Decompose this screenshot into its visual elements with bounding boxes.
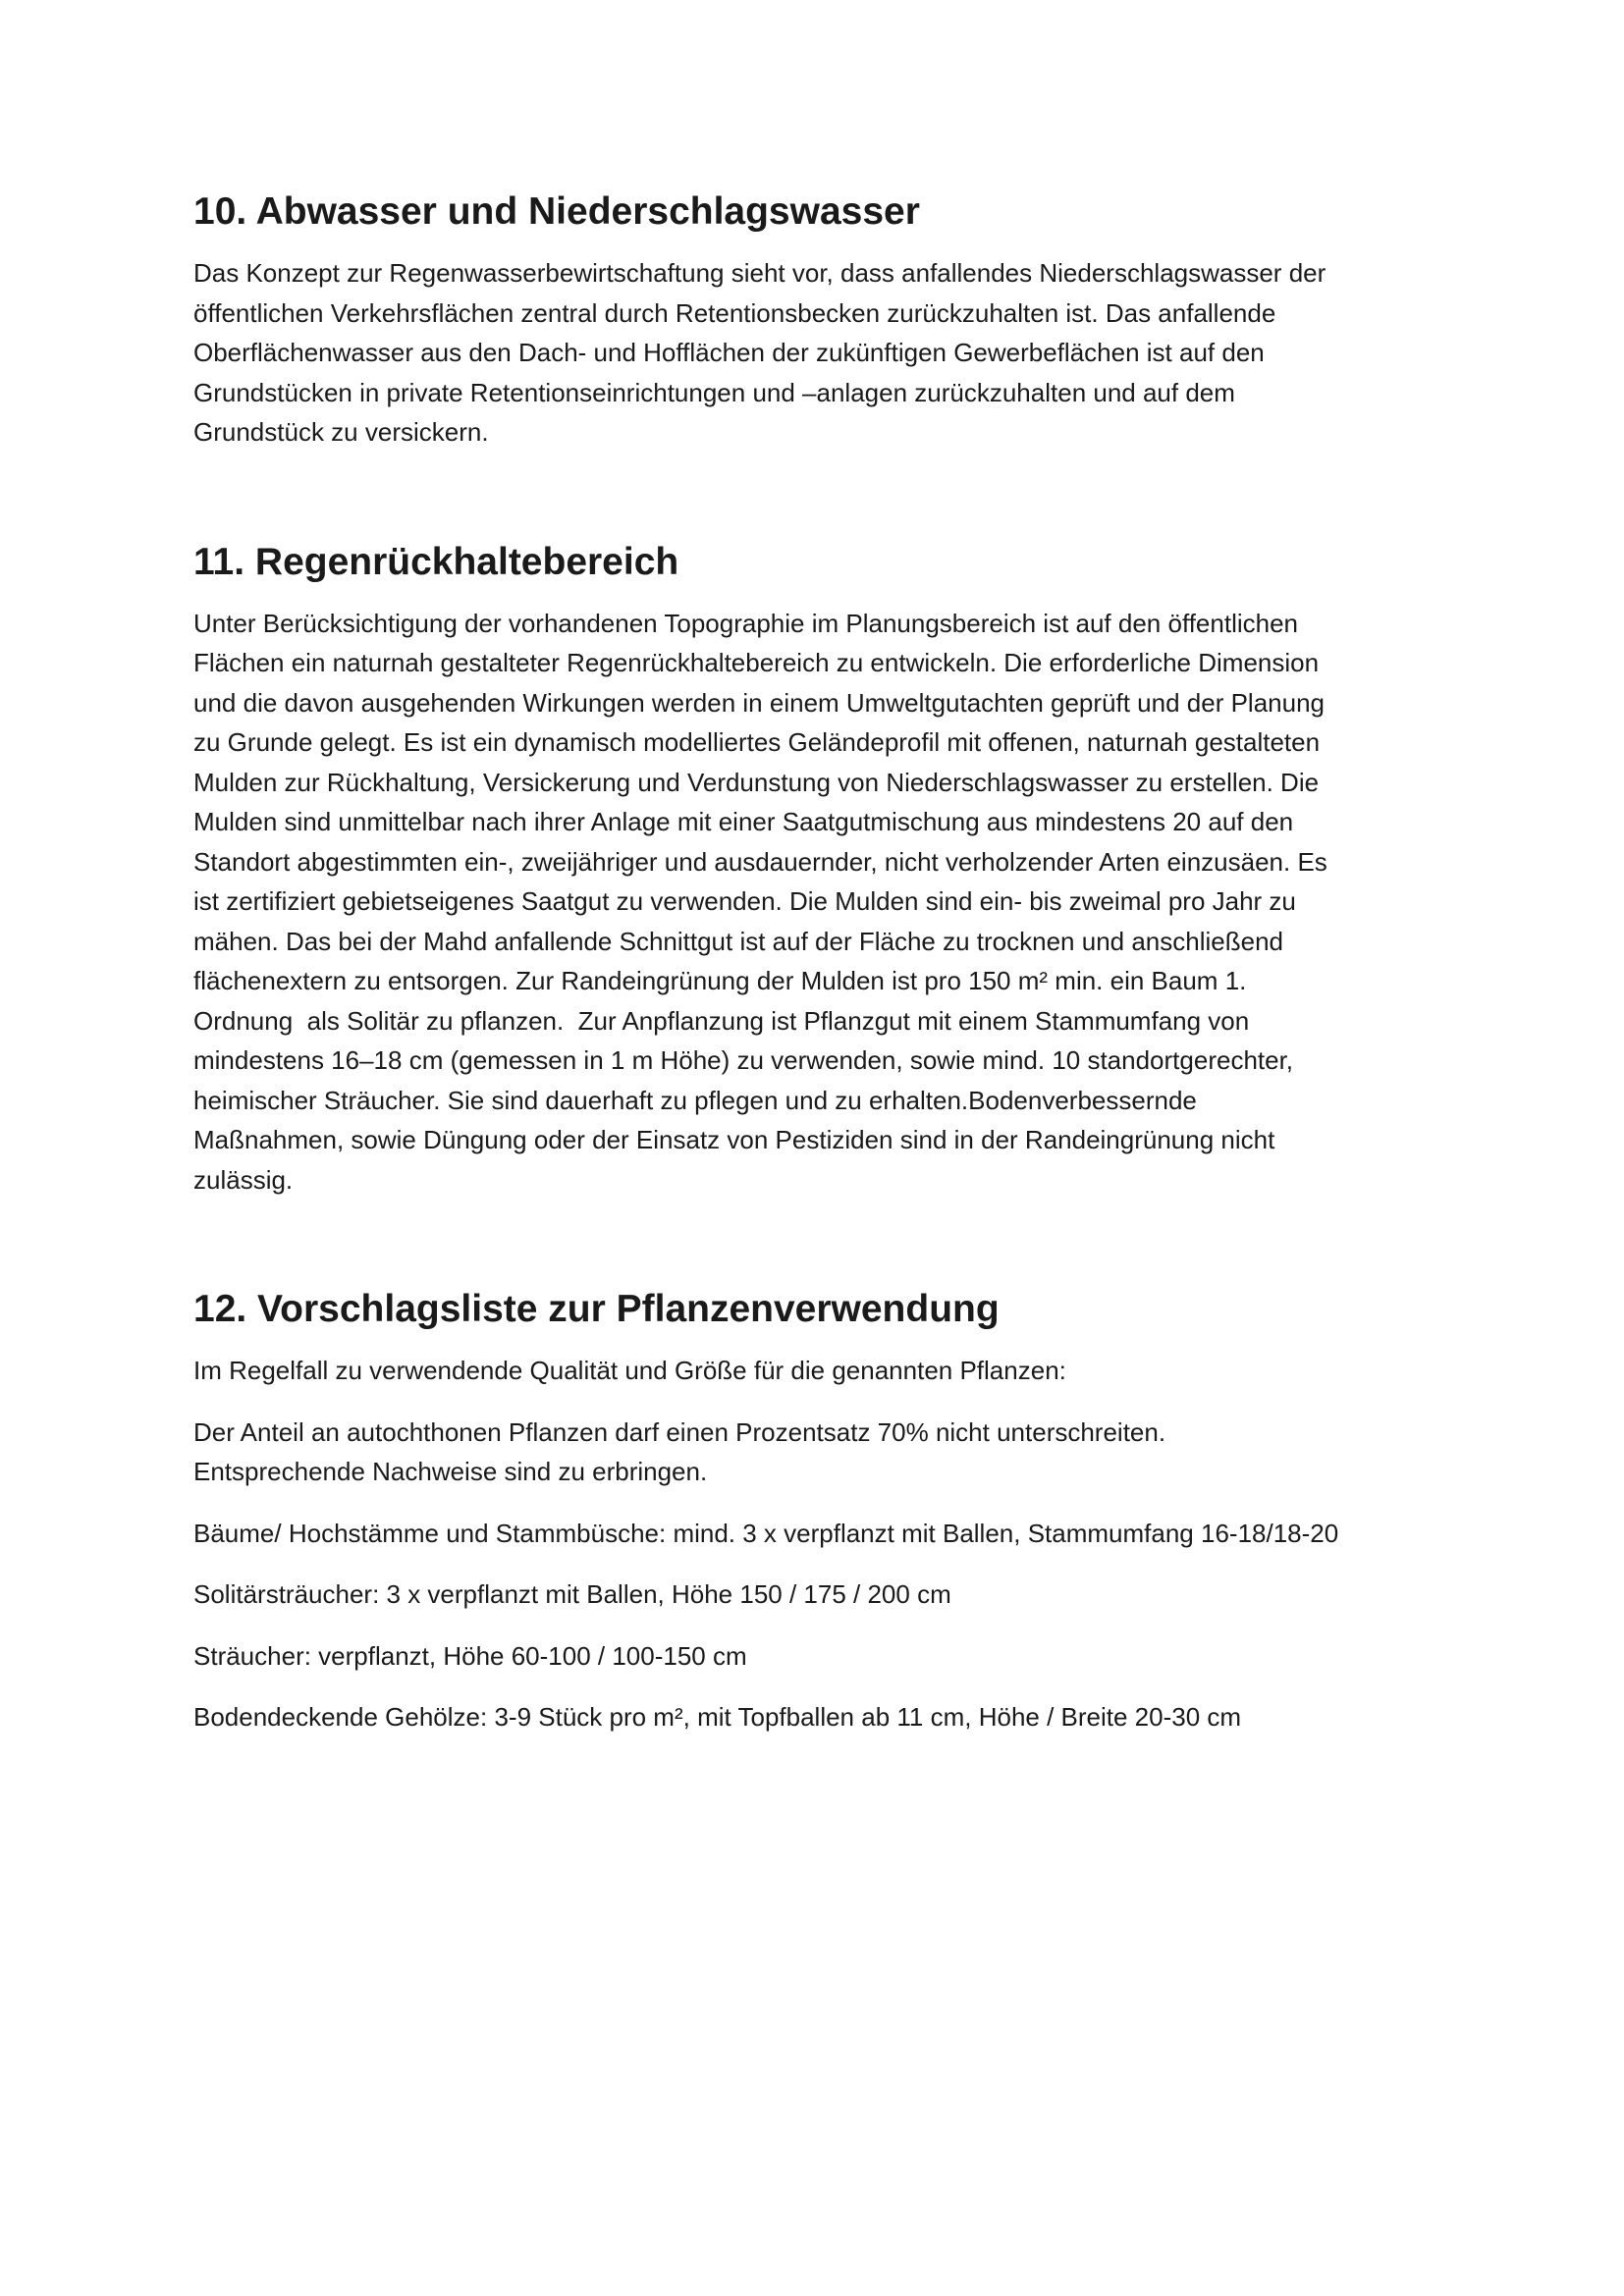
text-line: heimischer Sträucher. Sie sind dauerhaft zu pflegen und zu erhalten.Bodenverbessernde <box>193 1085 1197 1115</box>
text-line: flächenextern zu entsorgen. Zur Randeingrünung der Mulden ist pro 150 m² min. ein Baum 1. <box>193 966 1247 995</box>
text-line: Ordnung als Solitär zu pflanzen. Zur Anpflanzung ist Pflanzgut mit einem Stammumfang von <box>193 1005 1250 1036</box>
plant-spec-solitaerstraeucher: Solitärsträucher: 3 x verpflanzt mit Ballen, Höhe 150 / 175 / 200 cm <box>193 1579 951 1609</box>
text-line: mindestens 16–18 cm (gemessen in 1 m Höhe) zu verwenden, sowie mind. 10 standortgerechter, <box>193 1045 1294 1075</box>
text-line: Mulden zur Rückhaltung, Versickerung und Verdunstung von Niederschlagswasser zu erstellen. Die <box>193 767 1320 797</box>
text-line: Unter Berücksichtigung der vorhandenen Topographie im Planungsbereich ist auf den öffentlichen <box>193 608 1298 638</box>
plant-spec-bodendeckende-gehoelze: Bodendeckende Gehölze: 3-9 Stück pro m², mit Topfballen ab 11 cm, Höhe / Breite 20-30 cm <box>193 1702 1242 1732</box>
section-heading-abwasser: 10. Abwasser und Niederschlagswasser <box>193 190 920 233</box>
section-body-regenrueckhaltebereich <box>193 604 1460 1201</box>
text-line: Der Anteil an autochthonen Pflanzen darf einen Prozentsatz 70% nicht unterschreiten. <box>193 1416 1166 1447</box>
autochthonous-share-paragraph <box>193 1413 1460 1492</box>
text-line: Standort abgestimmten ein-, zweijähriger und ausdauernder, nicht verholzender Arten einzusäen. Es <box>193 846 1327 877</box>
text-line: Grundstücken in private Retentionseinrichtungen und –anlagen zurückzuhalten und auf dem <box>193 377 1235 407</box>
section-heading-regenrueckhaltebereich: 11. Regenrückhaltebereich <box>193 540 679 583</box>
text-line: Das Konzept zur Regenwasserbewirtschaftung sieht vor, dass anfallendes Niederschlagswasser der <box>193 258 1326 288</box>
text-line: Mulden sind unmittelbar nach ihrer Anlage mit einer Saatgutmischung aus mindestens 20 auf den <box>193 807 1294 836</box>
text-line: Flächen ein naturnah gestalteter Regenrückhaltebereich zu entwickeln. Die erforderliche Dimension <box>193 648 1320 677</box>
plant-spec-baeume: Bäume/ Hochstämme und Stammbüsche: mind. 3 x verpflanzt mit Ballen, Stammumfang 16-18/18-20 <box>193 1518 1339 1548</box>
section-heading-vorschlagsliste: 12. Vorschlagsliste zur Pflanzenverwendung <box>193 1288 1000 1330</box>
text-line: Grundstück zu versickern. <box>193 417 489 447</box>
text-line: und die davon ausgehenden Wirkungen werden in einem Umweltgutachten geprüft und der Planung <box>193 687 1325 718</box>
text-line: ist zertifiziert gebietseigenes Saatgut zu verwenden. Die Mulden sind ein- bis zweimal pro Jahr zu <box>193 886 1296 916</box>
text-line: Oberflächenwasser aus den Dach- und Hofflächen der zukünftigen Gewerbeflächen ist auf den <box>193 338 1265 367</box>
section-body-abwasser <box>193 253 1460 453</box>
plant-spec-straeucher: Sträucher: verpflanzt, Höhe 60-100 / 100-150 cm <box>193 1640 747 1671</box>
text-line: öffentlichen Verkehrsflächen zentral durch Retentionsbecken zurückzuhalten ist. Das anfallende <box>193 297 1276 328</box>
text-line: Entsprechende Nachweise sind zu erbringen. <box>193 1457 708 1486</box>
page-content <box>193 192 1460 1737</box>
text-line: zu Grunde gelegt. Es ist ein dynamisch modelliertes Geländeprofil mit offenen, naturnah gestalteten <box>193 727 1321 757</box>
text-line: zulässig. <box>193 1164 294 1195</box>
section-intro-vorschlagsliste: Im Regelfall zu verwendende Qualität und Größe für die genannten Pflanzen: <box>193 1356 1066 1385</box>
text-line: Maßnahmen, sowie Düngung oder der Einsatz von Pestiziden sind in der Randeingrünung nicht <box>193 1125 1275 1154</box>
text-line: mähen. Das bei der Mahd anfallende Schnittgut ist auf der Fläche zu trocknen und anschließend <box>193 926 1284 956</box>
